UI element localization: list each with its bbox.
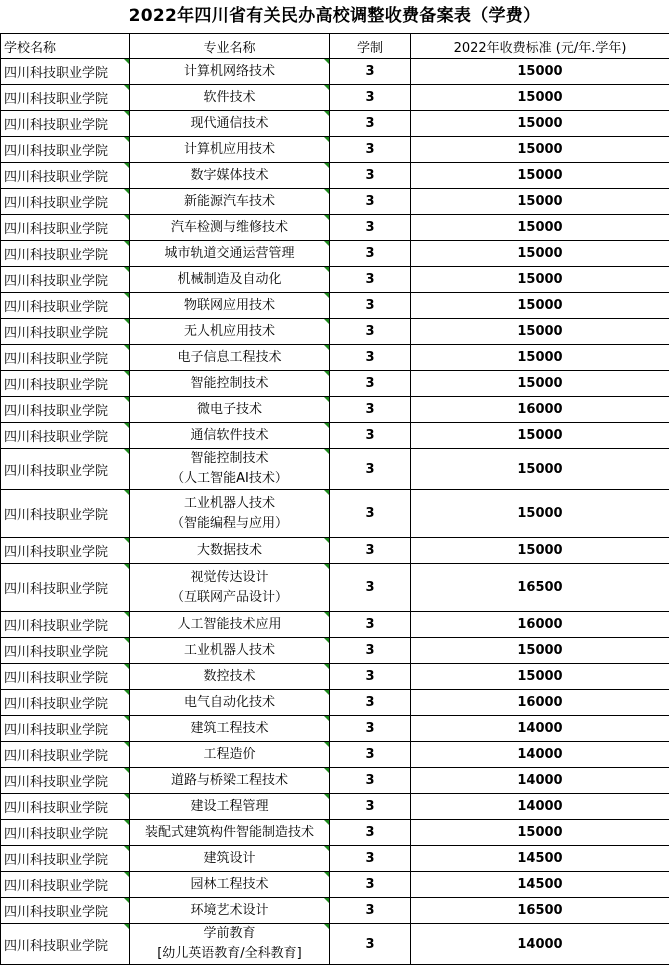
major-name-line: 通信软件技术 [190, 427, 269, 443]
column-header-major[interactable]: 专业名称 [130, 34, 330, 59]
cell-school[interactable]: 四川科技职业学院 [1, 397, 130, 423]
cell-fee[interactable]: 15000 [411, 319, 669, 345]
cell-fee[interactable]: 14000 [411, 742, 669, 768]
cell-major[interactable] [130, 794, 330, 820]
table-row [1, 820, 669, 846]
cell-school[interactable]: 四川科技职业学院 [1, 267, 130, 293]
cell-fee[interactable]: 15000 [411, 241, 669, 267]
cell-major[interactable] [130, 564, 330, 612]
page-title: 2022年四川省有关民办高校调整收费备案表（学费） [0, 0, 669, 34]
cell-fee[interactable]: 15000 [411, 538, 669, 564]
cell-years[interactable]: 3 [330, 189, 411, 215]
major-name-line: 建设工程管理 [190, 798, 269, 814]
major-name-line: 智能控制技术 [190, 451, 269, 466]
cell-fee[interactable]: 15000 [411, 345, 669, 371]
table-row [1, 664, 669, 690]
cell-school[interactable]: 四川科技职业学院 [1, 820, 130, 846]
major-name-line: 建筑工程技术 [190, 720, 269, 736]
table-row [1, 538, 669, 564]
cell-school[interactable]: 四川科技职业学院 [1, 293, 130, 319]
cell-school[interactable]: 四川科技职业学院 [1, 794, 130, 820]
cell-major[interactable] [130, 638, 330, 664]
cell-major[interactable] [130, 820, 330, 846]
cell-major[interactable] [130, 163, 330, 189]
cell-major[interactable] [130, 898, 330, 924]
cell-major[interactable] [130, 612, 330, 638]
cell-years[interactable]: 3 [330, 241, 411, 267]
major-name-line: 计算机应用技术 [183, 141, 275, 157]
cell-school[interactable]: 四川科技职业学院 [1, 538, 130, 564]
cell-years[interactable]: 3 [330, 564, 411, 612]
cell-years[interactable]: 3 [330, 768, 411, 794]
cell-fee[interactable]: 15000 [411, 85, 669, 111]
cell-fee[interactable]: 15000 [411, 371, 669, 397]
cell-major[interactable] [130, 872, 330, 898]
cell-years[interactable]: 3 [330, 423, 411, 449]
cell-fee[interactable]: 16500 [411, 564, 669, 612]
cell-years[interactable]: 3 [330, 538, 411, 564]
major-name-line: 软件技术 [203, 89, 256, 105]
table-row [1, 267, 669, 293]
cell-major[interactable] [130, 538, 330, 564]
cell-years[interactable]: 3 [330, 345, 411, 371]
cell-school[interactable]: 四川科技职业学院 [1, 241, 130, 267]
major-name-line: 电气自动化技术 [183, 694, 275, 710]
major-name-line: 物联网应用技术 [183, 297, 275, 313]
cell-school[interactable]: 四川科技职业学院 [1, 189, 130, 215]
cell-school[interactable]: 四川科技职业学院 [1, 137, 130, 163]
cell-fee[interactable]: 14000 [411, 716, 669, 742]
table-row [1, 490, 669, 538]
cell-school[interactable]: 四川科技职业学院 [1, 59, 130, 85]
major-name-line: 汽车检测与维修技术 [170, 219, 288, 235]
cell-school[interactable]: 四川科技职业学院 [1, 846, 130, 872]
cell-school[interactable]: 四川科技职业学院 [1, 490, 130, 538]
major-name-line: 工业机器人技术 [183, 495, 275, 511]
major-name-line: 计算机网络技术 [183, 63, 275, 79]
cell-fee[interactable]: 15000 [411, 111, 669, 137]
cell-fee[interactable]: 14500 [411, 846, 669, 872]
cell-fee[interactable]: 15000 [411, 215, 669, 241]
cell-school[interactable]: 四川科技职业学院 [1, 423, 130, 449]
cell-fee[interactable]: 15000 [411, 423, 669, 449]
table-row [1, 59, 669, 85]
table-row [1, 371, 669, 397]
cell-years[interactable]: 3 [330, 397, 411, 423]
cell-fee[interactable]: 15000 [411, 449, 669, 490]
cell-fee[interactable]: 15000 [411, 638, 669, 664]
table-row [1, 768, 669, 794]
cell-fee[interactable]: 15000 [411, 267, 669, 293]
major-name-line: 工程造价 [203, 746, 256, 762]
cell-years[interactable]: 3 [330, 716, 411, 742]
cell-school[interactable]: 四川科技职业学院 [1, 690, 130, 716]
table-row [1, 872, 669, 898]
major-name-line: 人工智能技术应用 [177, 616, 282, 632]
table-row [1, 215, 669, 241]
cell-major[interactable] [130, 137, 330, 163]
cell-years[interactable]: 3 [330, 85, 411, 111]
cell-school[interactable]: 四川科技职业学院 [1, 742, 130, 768]
cell-major[interactable] [130, 293, 330, 319]
cell-school[interactable]: 四川科技职业学院 [1, 449, 130, 490]
table-row [1, 423, 669, 449]
cell-school[interactable]: 四川科技职业学院 [1, 716, 130, 742]
cell-fee[interactable]: 16000 [411, 397, 669, 423]
cell-years[interactable]: 3 [330, 612, 411, 638]
cell-fee[interactable]: 14000 [411, 768, 669, 794]
table-row [1, 716, 669, 742]
major-subtitle-line: [幼儿英语教育/全科教育] [157, 946, 302, 961]
major-name-line: 工业机器人技术 [183, 642, 275, 658]
cell-years[interactable]: 3 [330, 638, 411, 664]
table-row [1, 924, 669, 965]
major-name-line: 电子信息工程技术 [177, 349, 282, 365]
table-row [1, 85, 669, 111]
cell-school[interactable]: 四川科技职业学院 [1, 319, 130, 345]
table-row [1, 189, 669, 215]
cell-major[interactable] [130, 371, 330, 397]
table-row [1, 612, 669, 638]
cell-years[interactable]: 3 [330, 794, 411, 820]
cell-major[interactable] [130, 345, 330, 371]
cell-fee[interactable]: 15000 [411, 189, 669, 215]
cell-major[interactable] [130, 490, 330, 538]
cell-major[interactable] [130, 742, 330, 768]
cell-fee[interactable]: 15000 [411, 820, 669, 846]
table-row [1, 397, 669, 423]
cell-major[interactable] [130, 768, 330, 794]
cell-major[interactable] [130, 85, 330, 111]
cell-fee[interactable]: 15000 [411, 163, 669, 189]
column-header-years[interactable]: 学制 [330, 34, 411, 59]
table-row [1, 293, 669, 319]
cell-school[interactable]: 四川科技职业学院 [1, 345, 130, 371]
cell-years[interactable]: 3 [330, 215, 411, 241]
cell-years[interactable]: 3 [330, 690, 411, 716]
table-row [1, 137, 669, 163]
cell-years[interactable]: 3 [330, 267, 411, 293]
major-name-line: 大数据技术 [196, 542, 262, 558]
cell-fee[interactable]: 16500 [411, 898, 669, 924]
cell-years[interactable]: 3 [330, 898, 411, 924]
cell-years[interactable]: 3 [330, 137, 411, 163]
fee-table [0, 34, 669, 965]
table-row [1, 742, 669, 768]
cell-school[interactable]: 四川科技职业学院 [1, 215, 130, 241]
major-subtitle-line: （人工智能AI技术） [171, 471, 288, 486]
cell-school[interactable]: 四川科技职业学院 [1, 612, 130, 638]
cell-major[interactable] [130, 924, 330, 965]
cell-years[interactable]: 3 [330, 111, 411, 137]
major-name-line: 机械制造及自动化 [177, 271, 282, 287]
cell-years[interactable]: 3 [330, 371, 411, 397]
table-row [1, 794, 669, 820]
major-name-line: 数控技术 [203, 668, 256, 684]
major-name-line: 新能源汽车技术 [183, 193, 275, 209]
table-row [1, 241, 669, 267]
cell-major[interactable] [130, 59, 330, 85]
major-name-line: 智能控制技术 [190, 375, 269, 391]
cell-years[interactable]: 3 [330, 664, 411, 690]
cell-major[interactable] [130, 690, 330, 716]
cell-major[interactable] [130, 189, 330, 215]
cell-school[interactable]: 四川科技职业学院 [1, 371, 130, 397]
cell-fee[interactable]: 15000 [411, 137, 669, 163]
cell-years[interactable]: 3 [330, 59, 411, 85]
major-name-line: 现代通信技术 [190, 115, 269, 131]
table-row [1, 163, 669, 189]
cell-major[interactable] [130, 423, 330, 449]
cell-major[interactable] [130, 319, 330, 345]
cell-years[interactable]: 3 [330, 820, 411, 846]
cell-major[interactable] [130, 267, 330, 293]
table-row [1, 345, 669, 371]
table-row [1, 564, 669, 612]
cell-years[interactable]: 3 [330, 846, 411, 872]
cell-major[interactable] [130, 449, 330, 490]
cell-fee[interactable]: 15000 [411, 490, 669, 538]
major-subtitle-line: （智能编程与应用） [170, 515, 288, 531]
cell-years[interactable]: 3 [330, 924, 411, 965]
cell-fee[interactable]: 16000 [411, 690, 669, 716]
cell-school[interactable]: 四川科技职业学院 [1, 768, 130, 794]
cell-major[interactable] [130, 846, 330, 872]
major-name-line: 学前教育 [203, 926, 256, 941]
cell-school[interactable]: 四川科技职业学院 [1, 924, 130, 965]
table-row [1, 638, 669, 664]
cell-years[interactable]: 3 [330, 872, 411, 898]
cell-fee[interactable]: 15000 [411, 293, 669, 319]
major-name-line: 园林工程技术 [190, 876, 269, 892]
cell-major[interactable] [130, 111, 330, 137]
table-row [1, 690, 669, 716]
major-name-line: 装配式建筑构件智能制造技术 [144, 824, 314, 840]
major-name-line: 视觉传达设计 [190, 569, 269, 585]
cell-years[interactable]: 3 [330, 163, 411, 189]
table-row [1, 898, 669, 924]
cell-major[interactable] [130, 664, 330, 690]
table-row [1, 319, 669, 345]
major-name-line: 城市轨道交通运营管理 [164, 245, 295, 261]
cell-school[interactable]: 四川科技职业学院 [1, 664, 130, 690]
cell-fee[interactable]: 14000 [411, 794, 669, 820]
cell-fee[interactable]: 14500 [411, 872, 669, 898]
cell-major[interactable] [130, 241, 330, 267]
major-name-line: 微电子技术 [196, 401, 262, 417]
cell-years[interactable]: 3 [330, 490, 411, 538]
table-header-row [1, 34, 669, 59]
cell-school[interactable]: 四川科技职业学院 [1, 872, 130, 898]
cell-years[interactable]: 3 [330, 449, 411, 490]
major-name-line: 道路与桥梁工程技术 [170, 772, 288, 788]
cell-years[interactable]: 3 [330, 293, 411, 319]
major-name-line: 建筑设计 [203, 850, 256, 866]
cell-major[interactable] [130, 215, 330, 241]
table-row [1, 111, 669, 137]
major-name-line: 无人机应用技术 [183, 323, 275, 339]
cell-fee[interactable]: 15000 [411, 59, 669, 85]
cell-years[interactable]: 3 [330, 319, 411, 345]
cell-fee[interactable]: 15000 [411, 664, 669, 690]
table-row [1, 846, 669, 872]
cell-years[interactable]: 3 [330, 742, 411, 768]
cell-school[interactable]: 四川科技职业学院 [1, 638, 130, 664]
major-subtitle-line: （互联网产品设计） [170, 589, 288, 605]
cell-school[interactable]: 四川科技职业学院 [1, 85, 130, 111]
table-row [1, 449, 669, 490]
cell-school[interactable]: 四川科技职业学院 [1, 163, 130, 189]
cell-fee[interactable]: 14000 [411, 924, 669, 965]
cell-school[interactable]: 四川科技职业学院 [1, 564, 130, 612]
cell-school[interactable]: 四川科技职业学院 [1, 898, 130, 924]
cell-major[interactable] [130, 716, 330, 742]
column-header-fee[interactable]: 2022年收费标准 (元/年.学年) [411, 34, 669, 59]
column-header-school[interactable]: 学校名称 [1, 34, 130, 59]
major-name-line: 环境艺术设计 [190, 902, 269, 918]
cell-major[interactable] [130, 397, 330, 423]
major-name-line: 数字媒体技术 [190, 167, 269, 183]
cell-fee[interactable]: 16000 [411, 612, 669, 638]
cell-school[interactable]: 四川科技职业学院 [1, 111, 130, 137]
